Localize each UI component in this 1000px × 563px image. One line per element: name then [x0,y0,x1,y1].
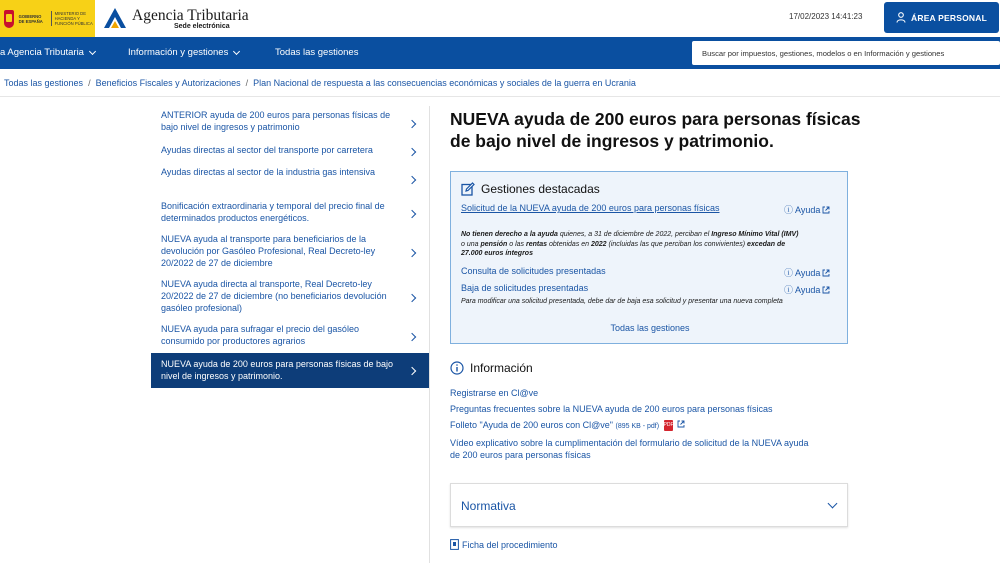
site-subtitle: Sede electrónica [174,23,230,30]
edit-icon [461,182,475,196]
ayuda-link[interactable]: ⓘ Ayuda [784,283,830,296]
chevron-right-icon [408,119,416,127]
chevron-right-icon [408,176,416,184]
todas-gestiones-link[interactable]: Todas las gestiones [610,323,690,333]
info-link-folleto[interactable]: Folleto "Ayuda de 200 euros con Cl@ve" (895 KB - pdf) PDF [450,419,830,433]
sidebar-item[interactable]: NUEVA ayuda al transporte para beneficiarios de la devolución por Gasóleo Profesional, Real Decreto-ley 20/2022 de 27 de diciembre [151,230,429,275]
coat-of-arms-icon [4,10,14,28]
government-logo[interactable] [0,0,95,37]
nav-item-informacion[interactable]: Información y gestiones [128,47,239,58]
nav-item-agencia[interactable]: a Agencia Tributaria [0,47,95,58]
pdf-icon: PDF [664,420,673,431]
external-link-icon [677,420,685,428]
chevron-down-icon [89,47,96,54]
external-link-icon [822,286,830,294]
nav-item-todas-gestiones[interactable]: Todas las gestiones [275,47,359,58]
help-icon: ⓘ [784,285,794,295]
chevron-right-icon [408,332,416,340]
solicitud-note: No tienen derecho a la ayuda quienes, a 31 de diciembre de 2022, perciban el Ingreso Mínimo Vital (IMV) o una pensión o las rentas obtenidas en 2022 (incluidas las que perciban los convivientes) excedan de 27.000 euros íntegros [461,231,799,257]
column-divider [429,106,430,563]
help-icon: ⓘ [784,205,794,215]
external-link-icon [822,269,830,277]
info-link-clave[interactable]: Registrarse en Cl@ve [450,388,539,398]
ficha-procedimiento-link[interactable]: Ficha del procedimiento [450,539,558,550]
sidebar-item[interactable]: NUEVA ayuda directa al transporte, Real Decreto-ley 20/2022 de 27 de diciembre (no beneficiarios devolución gasóleo profesional) [151,275,429,320]
gestiones-destacadas-panel [450,171,848,344]
chevron-right-icon [408,293,416,301]
chevron-down-icon [828,499,838,509]
informacion-heading: Información [450,361,533,375]
sidebar-item[interactable]: Ayudas directas al sector de la industria gas intensiva [151,163,429,197]
baja-note: Para modificar una solicitud presentada, debe dar de baja esa solicitud y presentar una nueva completa [461,298,783,305]
file-meta: (895 KB - pdf) [615,423,660,430]
aeat-logo-icon[interactable] [102,6,128,30]
normativa-accordion[interactable] [450,483,848,527]
search-box[interactable] [692,41,1000,65]
info-icon [450,361,464,375]
datetime: 17/02/2023 14:41:23 [789,12,863,21]
ministry-label: MINISTERIO DE HACIENDA Y FUNCIÓN PÚBLICA [51,11,95,26]
solicitud-link[interactable]: Solicitud de la NUEVA ayuda de 200 euros para personas físicas [461,203,720,213]
chevron-right-icon [408,148,416,156]
area-personal-button[interactable] [884,2,999,33]
chevron-right-icon [408,209,416,217]
chevron-down-icon [233,47,240,54]
sidebar-item-active[interactable]: NUEVA ayuda de 200 euros para personas físicas de bajo nivel de ingresos y patrimonio. [151,353,429,388]
breadcrumb-item[interactable]: Beneficios Fiscales y Autorizaciones [95,78,241,88]
header [0,0,1000,37]
user-icon [896,12,906,23]
breadcrumb-separator: / [88,78,91,88]
breadcrumb-separator: / [245,78,249,88]
divider [0,96,1000,97]
consulta-link[interactable]: Consulta de solicitudes presentadas [461,266,606,276]
chevron-right-icon [408,366,416,374]
breadcrumb-item[interactable]: Plan Nacional de respuesta a las consecuencias económicas y sociales de la guerra en Ucrania [253,78,636,88]
external-link-icon [822,206,830,214]
info-link-video[interactable]: Vídeo explicativo sobre la cumplimentación del formulario de solicitud de la NUEVA ayuda de 200 euros para personas físicas [450,438,809,460]
breadcrumb [4,78,636,88]
page-title: NUEVA ayuda de 200 euros para personas físicas de bajo nivel de ingresos y patrimonio. [450,109,861,151]
gov-label: GOBIERNO DE ESPAÑA [18,13,43,24]
breadcrumb-item[interactable]: Todas las gestiones [4,78,84,88]
search-input[interactable] [702,49,1000,58]
ayuda-link[interactable]: ⓘ Ayuda [784,266,830,279]
sidebar-item[interactable]: ANTERIOR ayuda de 200 euros para personas físicas de bajo nivel de ingresos y patrimonio [151,106,429,141]
sidebar-item[interactable]: Bonificación extraordinaria y temporal del precio final de determinados productos energéticos. [151,197,429,230]
help-icon: ⓘ [784,268,794,278]
sidebar-item[interactable]: Ayudas directas al sector del transporte por carretera [151,141,429,163]
sidebar [151,106,429,388]
baja-link[interactable]: Baja de solicitudes presentadas [461,283,589,293]
site-name[interactable]: Agencia Tributaria [132,7,249,24]
normativa-label: Normativa [461,499,516,513]
area-personal-label: ÁREA PERSONAL [911,12,987,23]
sidebar-item[interactable]: NUEVA ayuda para sufragar el precio del gasóleo consumido por productores agrarios [151,320,429,353]
main-nav [0,37,1000,69]
document-icon [450,539,459,550]
gestiones-heading: Gestiones destacadas [461,182,600,196]
ayuda-link[interactable]: ⓘ Ayuda [784,203,830,216]
info-link-faq[interactable]: Preguntas frecuentes sobre la NUEVA ayuda de 200 euros para personas físicas [450,404,773,414]
chevron-right-icon [408,248,416,256]
